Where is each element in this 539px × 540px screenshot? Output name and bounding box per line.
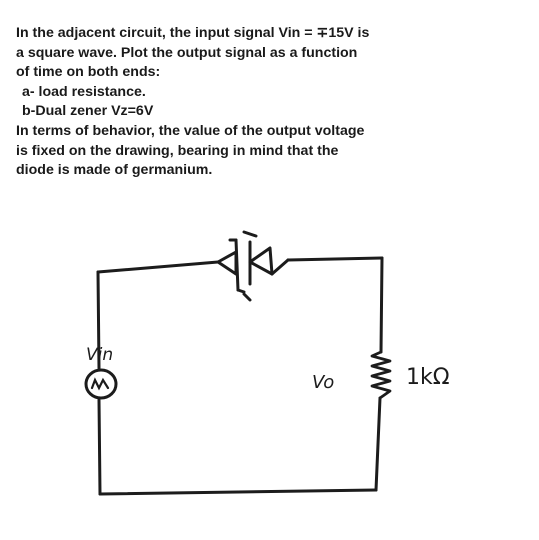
question-line-7: is fixed on the drawing, bearing in mind that the	[16, 142, 339, 159]
top-wire-right	[288, 258, 382, 260]
top-wire-left	[98, 262, 218, 272]
right-wire-lower	[376, 398, 380, 490]
right-wire-upper	[381, 258, 382, 352]
question-line-2: a square wave. Plot the output signal as a function	[16, 44, 358, 61]
resistor-value-label: 1kΩ	[406, 365, 450, 390]
question-line-6: In terms of behavior, the value of the output voltage	[16, 122, 365, 139]
load-resistor	[372, 352, 390, 398]
question-item-a: a- load resistance.	[22, 83, 146, 100]
input-source-icon	[86, 370, 116, 398]
vo-label: Vo	[312, 372, 335, 393]
bottom-wire	[100, 490, 376, 494]
left-wire-lower	[99, 400, 100, 494]
question-line-1: In the adjacent circuit, the input signal Vin = ∓15V is	[16, 25, 370, 41]
zener-diode-symbol	[218, 232, 288, 300]
question-line-3: of time on both ends:	[16, 64, 161, 81]
question-item-b: b-Dual zener Vz=6V	[22, 103, 154, 120]
vin-label: Vin	[86, 345, 114, 365]
question-line-8: diode is made of germanium.	[16, 162, 213, 179]
